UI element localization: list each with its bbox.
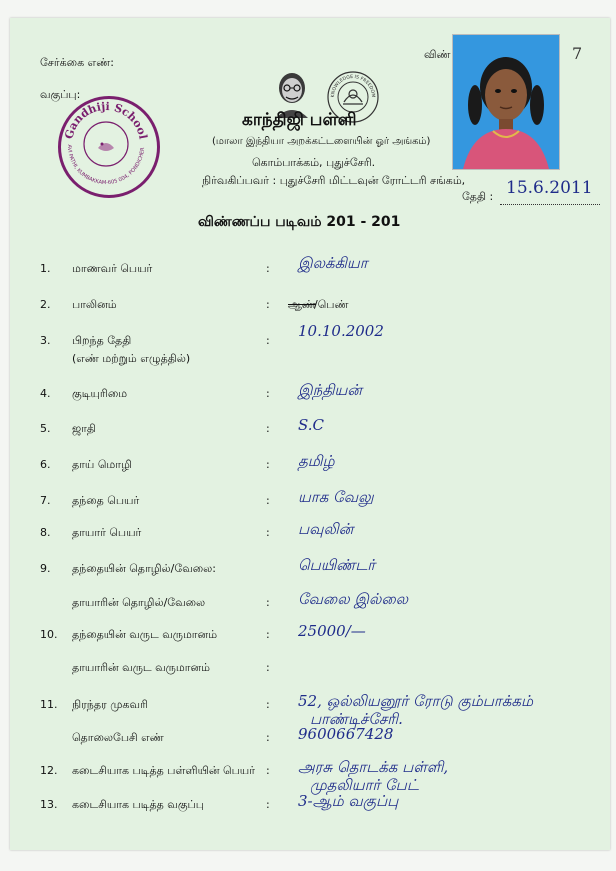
field-label: மாணவர் பெயர்: [72, 262, 153, 275]
gender-struck-value: ஆண்: [288, 298, 316, 311]
field-value-handwritten: பவுலின்: [298, 520, 354, 538]
school-address: கொம்பாக்கம், புதுச்சேரி.: [252, 156, 376, 169]
application-number-label: விண்: [424, 48, 451, 61]
admission-number-label: சேர்க்கை எண்:: [40, 56, 114, 69]
field-label: நிரந்தர முகவரி: [72, 698, 148, 711]
field-number: 4.: [40, 387, 51, 400]
date-label: தேதி :: [462, 190, 494, 203]
field-value-handwritten: 3-ஆம் வகுப்பு: [298, 792, 399, 810]
field-number: 7.: [40, 494, 51, 507]
school-name: காந்திஜி பள்ளி: [242, 110, 357, 130]
field-label: குடியுரிமை: [72, 387, 128, 400]
school-seal: [58, 96, 160, 198]
field-value-handwritten: இந்தியன்: [298, 381, 362, 399]
field-label-secondary: (எண் மற்றும் எழுத்தில்): [72, 352, 191, 365]
field-colon: :: [266, 422, 270, 435]
field-label: தாயார் பெயர்: [72, 526, 142, 539]
date-value: 15.6.2011: [506, 178, 593, 198]
field-value-handwritten: S.C: [298, 416, 324, 434]
field-number: 8.: [40, 526, 51, 539]
field-label: தந்தை பெயர்: [72, 494, 140, 507]
field-value: /பெண்: [314, 298, 349, 311]
field-colon: :: [266, 494, 270, 507]
field-number: 9.: [40, 562, 51, 575]
svg-text:Gandhiji School: [62, 100, 149, 140]
application-number-value: 7: [572, 44, 583, 63]
field-colon: :: [266, 334, 270, 347]
field-label: கடைசியாக படித்த பள்ளியின் பெயர்: [72, 764, 255, 777]
field-label: தந்தையின் வருட வருமானம்: [72, 628, 218, 641]
field-number: 13.: [40, 798, 58, 811]
field-colon: :: [266, 698, 270, 711]
field-value-handwritten: இலக்கியா: [298, 254, 368, 272]
field-value-handwritten: தமிழ்: [298, 452, 335, 470]
emblem-text: KNOWLEDGE IS FREEDOM: [330, 74, 376, 98]
field-label: தாயாரின் தொழில்/வேலை: [72, 596, 206, 609]
field-number: 10.: [40, 628, 58, 641]
field-colon: :: [266, 262, 270, 275]
field-value-handwritten: 10.10.2002: [298, 322, 384, 340]
form-title: விண்ணப்ப படிவம் 201 - 201: [198, 214, 401, 230]
field-value-handwritten-line2: பாண்டிச்சேரி.: [310, 710, 403, 728]
student-photo: [452, 34, 560, 170]
field-number: 3.: [40, 334, 51, 347]
date-underline: [500, 204, 600, 205]
field-value-handwritten: அரசு தொடக்க பள்ளி,: [298, 758, 449, 776]
field-number: 2.: [40, 298, 51, 311]
managed-by: நிர்வகிப்பவர் : புதுச்சேரி மிட்டவுன் ரோட்டரி சங்கம்,: [202, 174, 466, 187]
field-label: ஜாதி: [72, 422, 96, 435]
field-colon: :: [266, 764, 270, 777]
field-colon: :: [266, 731, 270, 744]
field-label: தந்தையின் தொழில்/வேலை:: [72, 562, 216, 575]
field-label: தாய் மொழி: [72, 458, 132, 471]
field-label: தாயாரின் வருட வருமானம்: [72, 661, 210, 674]
student-photo-icon: [453, 35, 559, 169]
field-colon: :: [266, 628, 270, 641]
field-colon: :: [266, 458, 270, 471]
field-value-handwritten: 9600667428: [298, 725, 394, 743]
school-subtitle: (மாலா இந்தியா அறக்கட்டளையின் ஓர் அங்கம்): [212, 136, 431, 147]
field-number: 11.: [40, 698, 58, 711]
field-colon: :: [266, 298, 270, 311]
field-value-handwritten: பெயிண்டர்: [298, 556, 376, 574]
seal-ring-text: [58, 96, 154, 192]
field-colon: :: [266, 526, 270, 539]
application-form-sheet: [10, 18, 610, 850]
seal-top-text: Gandhiji School: [62, 99, 150, 141]
field-number: 1.: [40, 262, 51, 275]
field-label: பாலினம்: [72, 298, 117, 311]
class-label: வகுப்பு:: [40, 88, 81, 101]
field-colon: :: [266, 798, 270, 811]
field-colon: :: [266, 596, 270, 609]
field-colon: :: [266, 387, 270, 400]
field-label: தொலைபேசி எண்: [72, 731, 164, 744]
field-value-handwritten: வேலை இல்லை: [298, 590, 409, 608]
field-number: 5.: [40, 422, 51, 435]
field-value-handwritten-line2: முதலியார் பேட்: [310, 776, 419, 794]
field-value-handwritten: 52, ஒல்லியனூர் ரோடு கும்பாக்கம்: [298, 692, 534, 710]
seal-bottom-text: AVI PATHI, KUMBAKKAM-605 004, PONDICHER: [65, 144, 147, 187]
field-label: கடைசியாக படித்த வகுப்பு: [72, 798, 204, 811]
field-label: பிறந்த தேதி: [72, 334, 132, 347]
field-value-handwritten: யாக வேலு: [298, 488, 374, 506]
field-value-handwritten: 25000/—: [298, 622, 366, 640]
field-colon: :: [266, 661, 270, 674]
field-number: 12.: [40, 764, 58, 777]
field-number: 6.: [40, 458, 51, 471]
